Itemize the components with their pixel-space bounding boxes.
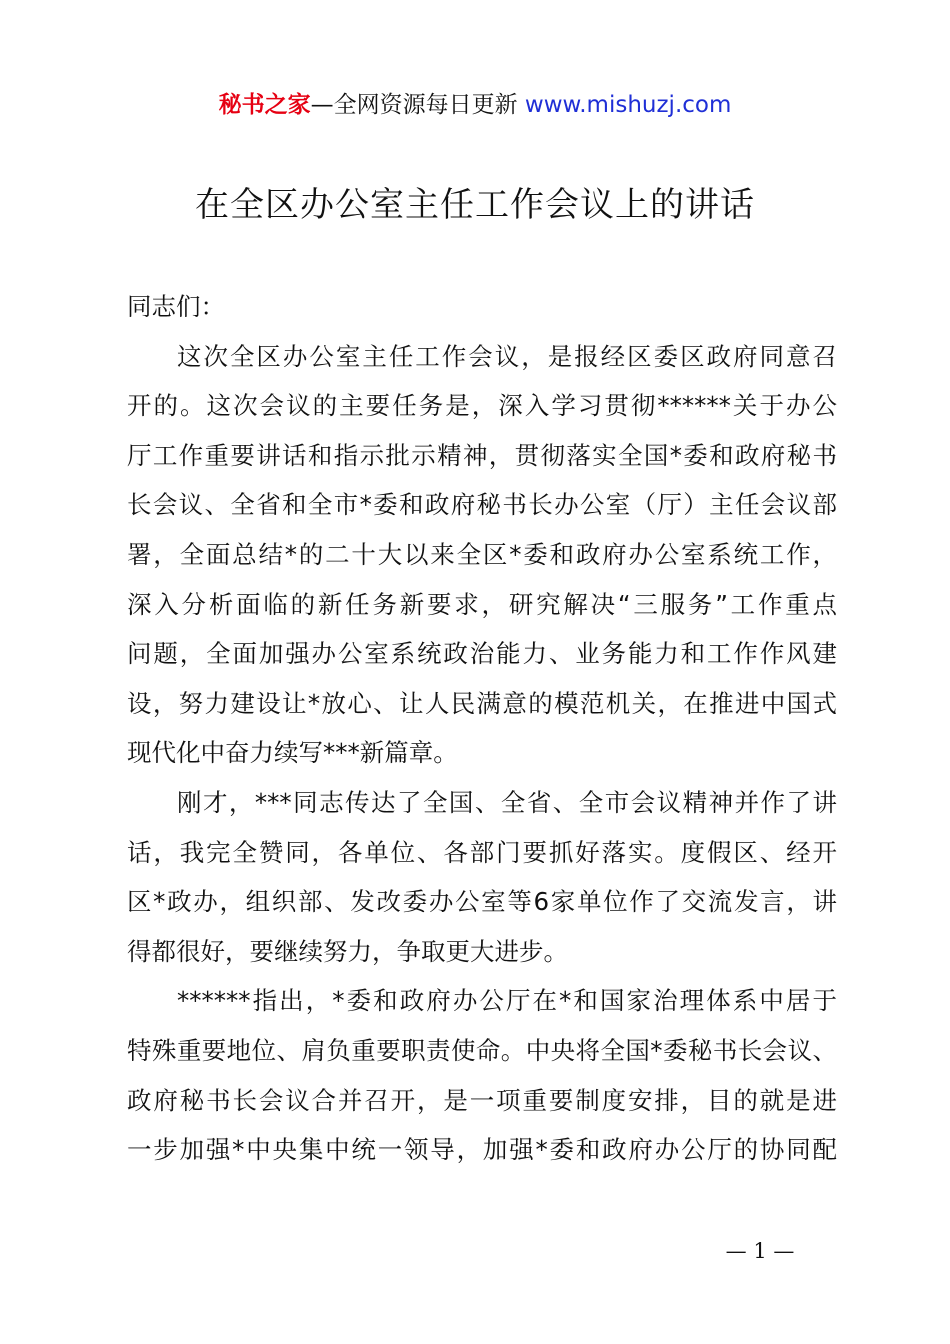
paragraph-line: 特殊重要地位、肩负重要职责使命。中央将全国*委秘书长会议、 (127, 1035, 837, 1065)
salutation: 同志们： (127, 292, 225, 321)
paragraph-line: 这次全区办公室主任工作会议，是报经区委区政府同意召 (177, 341, 837, 371)
paragraph-line: 问题，全面加强办公室系统政治能力、业务能力和工作作风建 (127, 639, 837, 669)
paragraph-line: 厅工作重要讲话和指示批示精神，贯彻落实全国*委和政府秘书 (127, 440, 837, 470)
site-brand: 秘书之家 (218, 92, 311, 118)
site-header (0, 88, 950, 122)
paragraph-line: 设，努力建设让*放心、让人民满意的模范机关，在推进中国式 (127, 688, 837, 718)
paragraph-line: 深入分析面临的新任务新要求，研究解决“三服务”工作重点 (127, 589, 837, 619)
paragraph-3 (127, 976, 837, 1174)
paragraph-line: 一步加强*中央集中统一领导，加强*委和政府办公厅的协同配 (127, 1135, 837, 1165)
paragraph-line: 开的。这次会议的主要任务是，深入学习贯彻******关于办公 (127, 391, 837, 421)
document-body (127, 282, 837, 1175)
paragraph-line: 话，我完全赞同，各单位、各部门要抓好落实。度假区、经开 (127, 837, 837, 867)
site-tagline: —全网资源每日更新 (310, 92, 518, 118)
paragraph-line: ******指出，*委和政府办公厅在*和国家治理体系中居于 (177, 986, 837, 1016)
paragraph-line: 得都很好，要继续努力，争取更大进步。 (127, 936, 568, 966)
site-url-link[interactable]: www.mishuzj.com (524, 92, 732, 118)
paragraph-line: 刚才，***同志传达了全国、全省、全市会议精神并作了讲 (177, 787, 837, 817)
document-title: 在全区办公室主任工作会议上的讲话 (195, 185, 755, 225)
paragraph-2 (127, 778, 837, 976)
paragraph-line: 长会议、全省和全市*委和政府秘书长办公室（厅）主任会议部 (127, 490, 837, 520)
paragraph-line: 政府秘书长会议合并召开，是一项重要制度安排，目的就是进 (127, 1085, 837, 1115)
paragraph-line: 署，全面总结*的二十大以来全区*委和政府办公室系统工作， (127, 539, 837, 569)
paragraph-1 (127, 332, 837, 778)
paragraph-line: 现代化中奋力续写***新篇章。 (127, 738, 458, 768)
page-number: — 1 — (725, 1239, 795, 1263)
paragraph-line: 区*政办，组织部、发改委办公室等6家单位作了交流发言，讲 (127, 887, 837, 917)
